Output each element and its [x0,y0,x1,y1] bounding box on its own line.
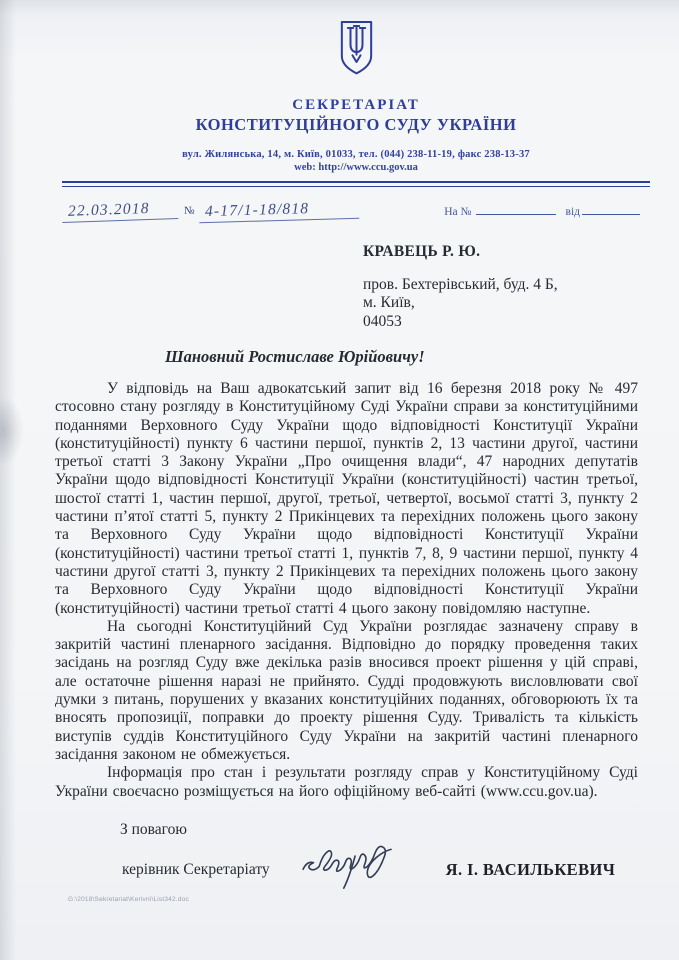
incoming-reference [444,204,640,221]
org-name-line2: КОНСТИТУЦІЙНОГО СУДУ УКРАЇНИ [195,115,517,134]
letter-body [55,380,638,801]
incoming-date-label: від [565,206,580,218]
recipient-block [363,243,679,331]
letterhead-divider [62,181,650,187]
incoming-date-blank [582,204,640,215]
ukraine-trident-emblem-icon [62,20,650,81]
signer-title: керівник Секретаріату [122,861,270,879]
closing-regards: З повагою [120,820,187,838]
scan-artifact [0,396,24,466]
signature-row [122,845,616,896]
salutation: Шановний Ростиславе Юрійовичу! [165,347,425,366]
recipient-address-line: 04053 [363,312,402,330]
body-paragraph: На сьогодні Конституційний Суд України розглядає зазначену справу в закритій частині пленарного засідання. Відповідно до порядку проведення таких засідань на розгляд Суду вже декілька разів вносився проект рішення у цій справі, але остаточне рішення наразі не прийнято. Судді продовжують висловлювати свої думки з питань, порушених у вказаних конституційних поданнях, обговорюють їх та вносять пропозиції, поправки до проекту рішення Суду. Тривалість та кількість виступів суддів Конституційного Суду України на закритій частині пленарного засідання законом не обмежується. [55,617,638,763]
letterhead [62,20,650,187]
org-website: web: http://www.ccu.gov.ua [294,162,418,173]
body-paragraph: Інформація про стан і результати розгляду справ у Конституційному Суді України своєчасно розміщується на його офіційному веб-сайті (www.ccu.gov.ua). [55,764,638,800]
recipient-address-line: пров. Бехтерівський, буд. 4 Б, [363,275,558,293]
org-name-line1: СЕКРЕТАРІАТ [292,97,420,113]
org-address: вул. Жилянська, 14, м. Київ, 01033, тел. (044) 238-11-19, факс 238-13-37 [182,149,530,160]
incoming-number-blank [476,204,556,215]
number-sign-label: № [184,205,195,217]
recipient-name: КРАВЕЦЬ Р. Ю. [363,243,481,260]
handwritten-outgoing-number: 4-17/1-18/818 [198,199,358,223]
outgoing-reference [62,201,359,221]
body-paragraph: У відповідь на Ваш адвокатський запит від 16 березня 2018 року № 497 стосовно стану розгляду в Конституційному Суді України справи за конституційними поданнями Верховного Суду України щодо відповідності Конституції України (конституційності) пункту 6 частини першої, пунктів 2, 13 частини другої, частини третьої статті 3 Закону України „Про очищення влади“, 47 народних депутатів України щодо відповідності Конституції України (конституційності) частин третьої, шостої статті 1, частин першої, другої, третьої, четвертої, восьмої статті 3, пункту 2 частини п’ятої статті 5, пункту 2 Прикінцевих та перехідних положень цього закону та Верховного Суду України щодо відповідності Конституції України (конституційності) частини третьої статті 1, пунктів 7, 8, 9 частини першої, пункту 4 частини другої статті 3, пункту 2 Прикінцевих та перехідних положень цього закону та Верховного Суду України щодо відповідності Конституції України (конституційності) частини третьої статті 4 цього закону повідомляю наступне. [55,380,638,617]
signer-name: Я. І. ВАСИЛЬКЕВИЧ [445,860,616,880]
handwritten-date: 22.03.2018 [62,199,179,223]
handwritten-signature-icon [294,839,420,896]
reference-row [62,201,640,221]
document-file-path: G:\2018\Sekretariat\Kerivni\List342.doc [68,895,189,903]
incoming-number-label: На № [444,206,472,218]
recipient-address-line: м. Київ, [363,294,415,311]
